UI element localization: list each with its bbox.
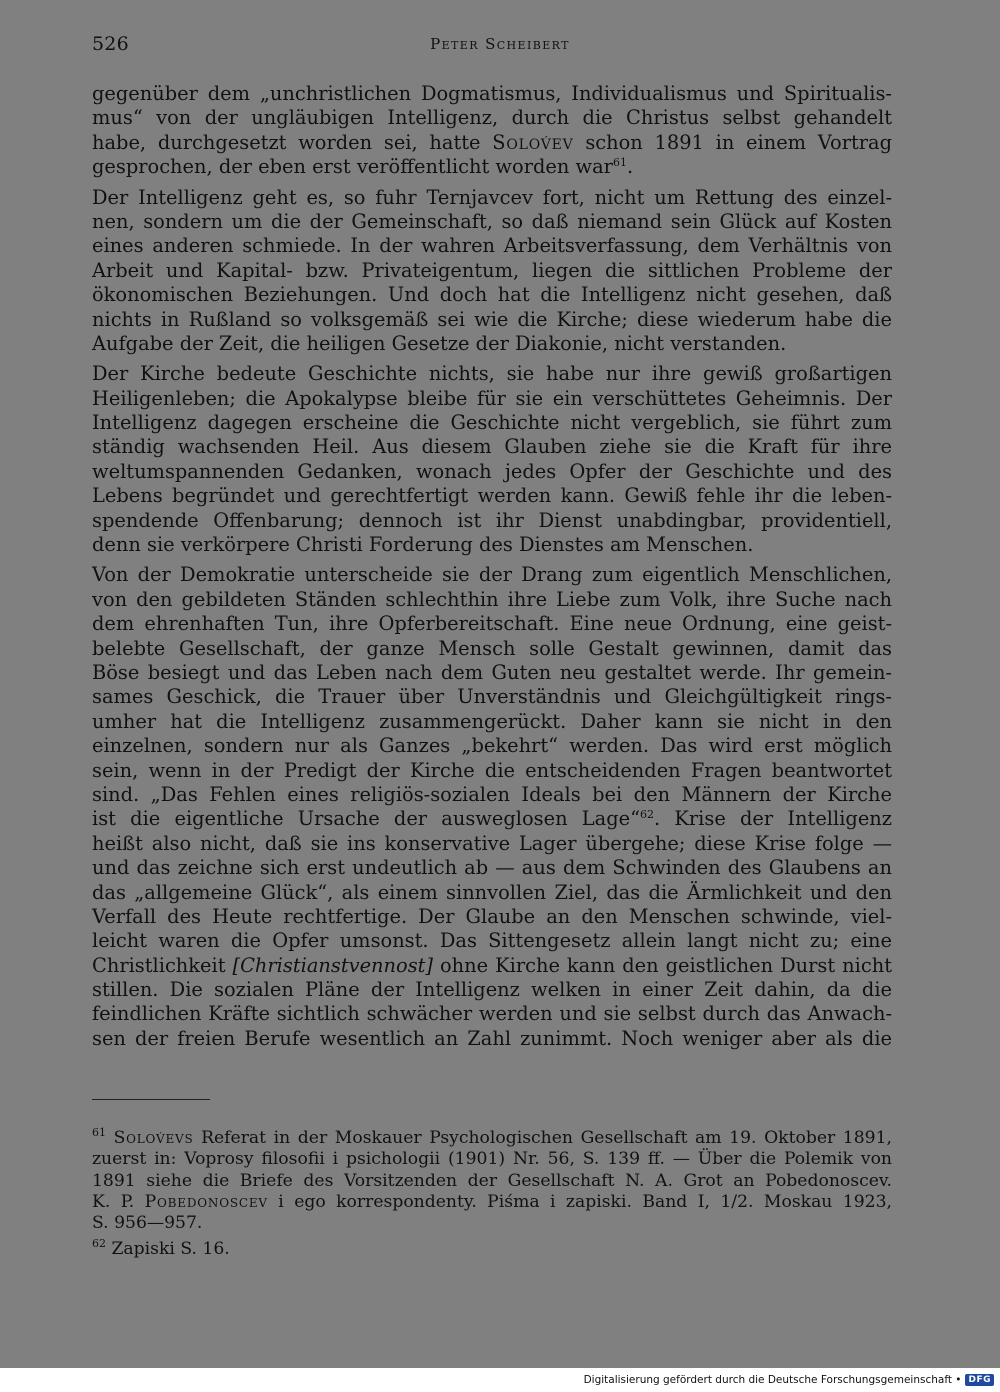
footnotes [92,1128,892,1261]
digitization-credit [584,1374,994,1386]
text-line: sind. „Das Fehlen eines religiös-sozialen Ideals bei den Männern der Kirche [92,782,892,806]
footnote-62 [92,1239,892,1260]
text-line: nichts in Rußland so volksgemäß sei wie die Kirche; diese wiederum habe die [92,307,892,331]
text-run: i ego korrespondenty. Piśma i zapiski. Band I, 1/2. Moskau 1923, [267,1191,892,1212]
text-line: mus“ von der ungläubigen Intelligenz, durch die Christus selbst gehandelt [92,106,892,130]
text-line: Aufgabe der Zeit, die heiligen Gesetze der Diakonie, nicht verstanden. [92,331,787,355]
text-line [92,807,892,831]
text-run: habe, durchgesetzt worden sei, hatte [92,130,493,154]
text-run: ist die eigentliche Ursache der ausweglosen Lage“ [92,807,641,831]
footnote-number: 62 [92,1237,106,1251]
author-name-smallcaps: Pobedonoscev [144,1191,268,1212]
author-name-smallcaps: Solov́ev [492,130,574,154]
text-line: Arbeit und Kapital- bzw. Privateigentum, liegen die sittlichen Probleme der [92,258,892,282]
text-line: spendende Offenbarung; dennoch ist ihr Dienst unabdingbar, providentiell, [92,508,892,532]
paragraph-4 [92,563,892,1051]
text-line: Lebens begründet und gerechtfertigt werden kann. Gewiß fehle ihr die leben- [92,484,892,508]
footnote-ref: 62 [640,808,655,822]
dfg-logo-icon: DFG [965,1374,994,1386]
text-line: feindlichen Kräfte sichtlich schwächer werden und sie selbst durch das Anwach- [92,1002,892,1026]
footnote-line: S. 956—957. [92,1213,203,1234]
text-run: Zapiski S. 16. [106,1239,230,1260]
text-line: gegenüber dem „unchristlichen Dogmatismus, Individualismus und Spiritualis- [92,82,892,105]
footnote-line [92,1239,892,1260]
text-line: Intelligenz dagegen erscheine die Geschichte nicht vergeblich, sie führt zum [92,411,892,435]
text-line: Heiligenleben; die Apokalypse bleibe für sie ein verschüttetes Geheimnis. Der [92,386,892,410]
text-line: sen der freien Berufe wesentlich an Zahl zunimmt. Noch weniger aber als die [92,1026,892,1050]
text-line: einzelnen, sondern nur als Ganzes „bekehrt“ werden. Das wird erst möglich [92,734,892,758]
text-run: K. P. [92,1191,145,1212]
footnote-line [92,1128,892,1149]
author-name-smallcaps: Solov́evs [113,1128,194,1148]
text-run: . [626,155,634,179]
text-line: ökonomischen Beziehungen. Und doch hat die Intelligenz nicht gesehen, daß [92,283,892,307]
text-line: Von der Demokratie unterscheide sie der Drang zum eigentlich Menschlichen, [92,563,892,587]
text-line: Böse besiegt und das Leben nach dem Guten neu gestaltet werde. Ihr gemein- [92,660,892,684]
text-line: das „allgemeine Glück“, als einem sinnvollen Ziel, das die Ärmlichkeit und den [92,880,892,904]
text-run: . Krise der Intelligenz [654,807,892,831]
footnote-line [92,1192,892,1213]
text-line: und das zeichne sich erst undeutlich ab — aus dem Schwinden des Glaubens an [92,856,892,880]
text-line: Der Intelligenz geht es, so fuhr Ternjavcev fort, nicht um Rettung des einzel- [92,185,892,209]
text-line: Der Kirche bedeute Geschichte nichts, sie habe nur ihre gewiß großartigen [92,362,892,386]
text-line: heißt also nicht, daß sie ins konservative Lager übergehe; diese Krise folge — [92,831,892,855]
text-line: dem ehrenhaften Tun, ihre Opferbereitschaft. Eine neue Ordnung, eine geist- [92,612,892,636]
footnote-number: 61 [92,1126,106,1139]
text-line: von den gebildeten Ständen schlechthin ihre Liebe zum Volk, ihre Suche nach [92,587,892,611]
text-line: umher hat die Intelligenz zusammengerückt. Daher kann sie nicht in den [92,709,892,733]
text-line: eines anderen schmiede. In der wahren Arbeitsverfassung, dem Verhältnis von [92,234,892,258]
text-line: belebte Gesellschaft, der ganze Mensch solle Gestalt gewinnen, damit das [92,636,892,660]
footnote-ref: 61 [612,156,627,170]
footnote-line: 1891 siehe die Briefe des Vorsitzenden der Gesellschaft N. A. Grot an Pobedonoscev. [92,1170,892,1191]
footnote-divider [92,1099,210,1100]
body-text [92,82,892,1051]
text-line: denn sie verkörpere Christi Forderung des Dienstes am Menschen. [92,533,754,557]
paragraph-2 [92,186,892,357]
text-run: schon 1891 in einem Vortrag [573,130,893,154]
text-line: Verfall des Heute rechtfertige. Der Glaube an den Menschen schwinde, viel- [92,904,892,928]
paragraph-1 [92,82,892,180]
running-head: Peter Scheibert [430,35,570,53]
credit-text: Digitalisierung gefördert durch die Deutsche Forschungsgemeinschaft • [583,1374,962,1386]
text-line: sein, wenn in der Predigt der Kirche die entscheidenden Fragen beantwortet [92,758,892,782]
text-run: gesprochen, der eben erst veröffentlicht worden war [92,155,613,179]
text-line: stillen. Die sozialen Pläne der Intelligenz welken in einer Zeit dahin, da die [92,978,892,1002]
text-run: Referat in der Moskauer Psychologischen Gesellschaft am 19. Oktober 1891, [193,1128,892,1148]
text-line: ständig wachsenden Heil. Aus diesem Glauben ziehe sie die Kraft für ihre [92,435,892,459]
text-line [92,155,892,179]
page-number: 526 [92,33,129,55]
text-line: leicht waren die Opfer umsonst. Das Sittengesetz allein langt nicht zu; eine [92,929,892,953]
text-line [92,131,892,155]
text-line [92,954,892,978]
footnote-line: zuerst in: Voprosy filosofii i psichologii (1901) Nr. 56, S. 139 ff. — Über die Polemik von [92,1149,892,1170]
text-run: ohne Kirche kann den geistlichen Durst nicht [433,953,892,977]
text-line: sames Geschick, die Trauer über Unverständnis und Gleichgültigkeit rings- [92,685,892,709]
footnote-61 [92,1128,892,1234]
text-line: weltumspannenden Gedanken, wonach jedes Opfer der Geschichte und des [92,459,892,483]
text-line: nen, sondern um die der Gemeinschaft, so daß niemand sein Glück auf Kosten [92,209,892,233]
transliteration-italic: [Christianstvennost] [232,953,434,977]
text-run: Christlichkeit [92,953,233,977]
paragraph-3 [92,362,892,557]
